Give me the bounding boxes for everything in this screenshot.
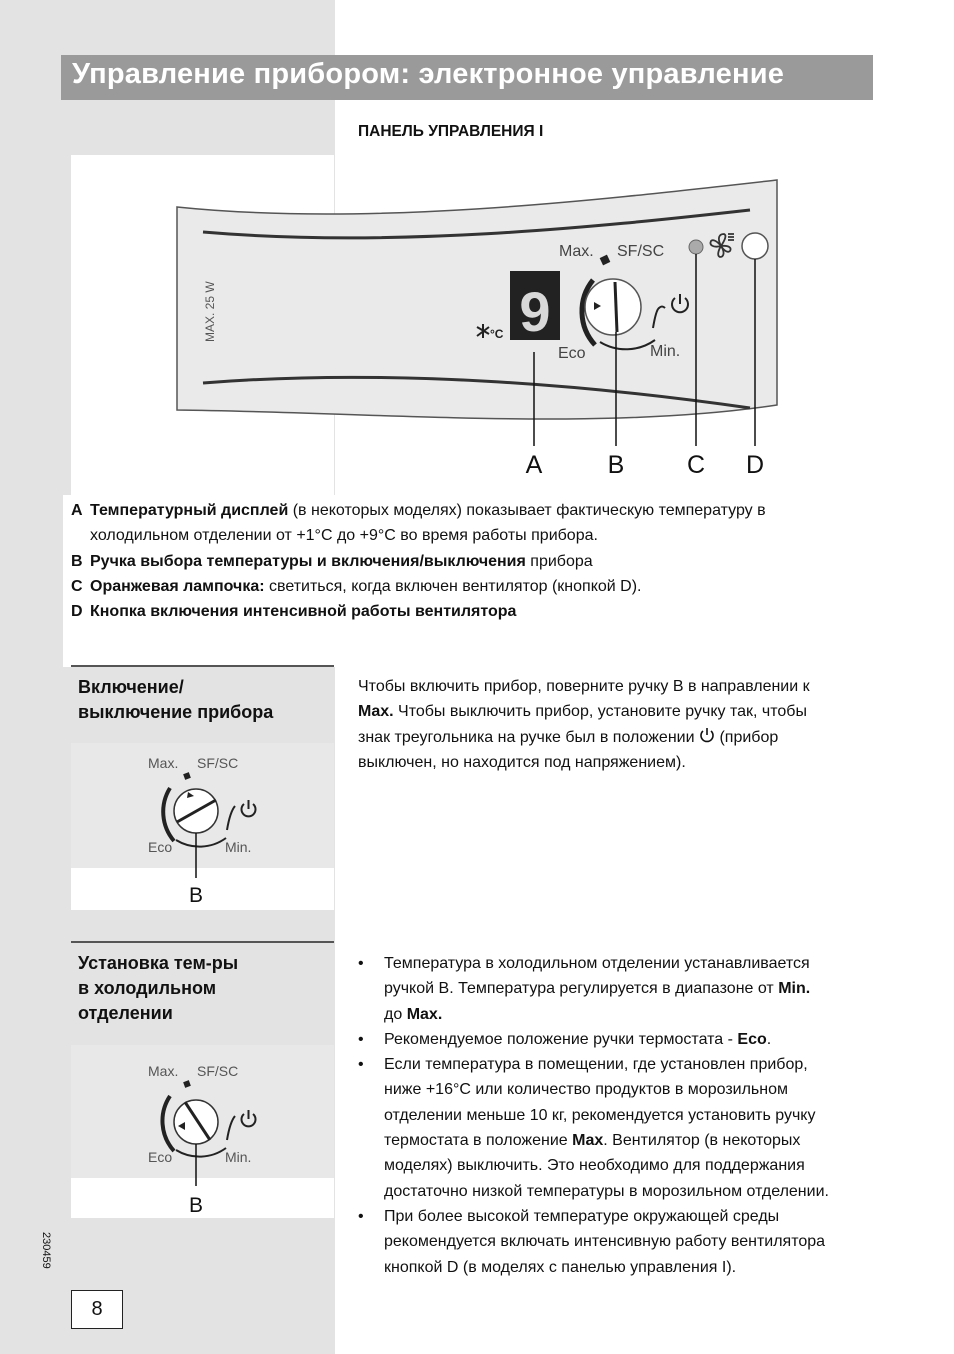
callout-d: D (745, 451, 765, 479)
s2-dial-eco: Eco (148, 1149, 173, 1165)
s1-dial-sfsc: SF/SC (197, 755, 239, 771)
panel-heading: ПАНЕЛЬ УПРАВЛЕНИЯ I (358, 123, 544, 140)
section2-dial-diagram (140, 1056, 280, 1216)
dial-label-eco: Eco (558, 345, 586, 362)
s1-dial-eco: Eco (148, 839, 173, 855)
s2-dial-min: Min. (225, 1149, 252, 1165)
legend-item-d: D Кнопка включения интенсивной работы вентилятора (71, 603, 517, 620)
section2-bullets (358, 951, 893, 1280)
bullet-4: • При более высокой температуре окружающей среды рекомендуется включать интенсивную работу вентилятора кнопкой D (в моделях с панелью управления I). (358, 1207, 826, 1276)
callout-c: C (686, 451, 706, 479)
page-title: Управление прибором: электронное управление (72, 58, 785, 90)
s2-callout-b: B (188, 1194, 204, 1216)
callout-b: B (607, 451, 625, 479)
section2-title: Установка тем-ры в холодильном отделении (78, 953, 239, 1023)
dial-label-max: Max. (559, 243, 594, 260)
s1-dial-max: Max. (148, 755, 179, 771)
s1-callout-b: B (188, 884, 204, 907)
section2-header (71, 941, 334, 1043)
max-watt-label: MAX. 25 W (203, 281, 217, 342)
dial-label-sfsc: SF/SC (617, 243, 665, 260)
bullet-1: • Температура в холодильном отделении устанавливается ручкой B. Температура регулируется в диапазоне от Min. до Max. (358, 955, 811, 1023)
power-symbol-icon (699, 727, 715, 743)
s2-knob (174, 1100, 218, 1144)
display-digit: 9 (519, 280, 551, 343)
legend-item-a: A Температурный дисплей (в некоторых моделях) показывает фактическую температуру в холодильном отделении от +1°C до +9°C во время работы прибора. (71, 502, 766, 544)
s2-dial-max: Max. (148, 1063, 179, 1079)
page-number: 8 (71, 1290, 123, 1329)
unit-label: °C (490, 327, 504, 341)
section1-dial-diagram (140, 748, 280, 908)
temperature-knob[interactable] (585, 279, 641, 335)
callout-a: A (525, 451, 543, 479)
legend-item-b: B Ручка выбора температуры и включения/выключения прибора (71, 553, 593, 570)
document-code: 230459 (40, 1232, 52, 1269)
section1-text: Чтобы включить прибор, поверните ручку B в направлении к Max. Чтобы выключить прибор, установите ручку так, чтобы знак треугольника на ручке был в положении (прибор выключен, но находится под напряжением). (358, 678, 810, 771)
section1-title: Включение/ выключение прибора (78, 677, 274, 722)
bullet-2: • Рекомендуемое положение ручки термостата - Eco. (358, 1030, 772, 1048)
intensive-fan-button[interactable] (742, 233, 768, 259)
dial-label-min: Min. (650, 343, 681, 360)
s1-dial-min: Min. (225, 839, 252, 855)
legend-item-c: C Оранжевая лампочка: светиться, когда включен вентилятор (кнопкой D). (71, 578, 642, 595)
bullet-3: • Если температура в помещении, где установлен прибор, ниже +16°C или количество продуктов в морозильном отделении меньше 10 кг, рекомендуется установить ручку термостата в положение Max. Вентилятор (в некоторых моделях) выключить. Это необходимо для поддержания достаточно низкой температуры в морозильном отделении. (358, 1056, 829, 1200)
fan-indicator-lamp (689, 240, 703, 254)
s2-dial-sfsc: SF/SC (197, 1063, 239, 1079)
knob-indicator-line (615, 282, 617, 332)
control-panel-diagram (170, 170, 790, 480)
section1-header (71, 665, 334, 743)
